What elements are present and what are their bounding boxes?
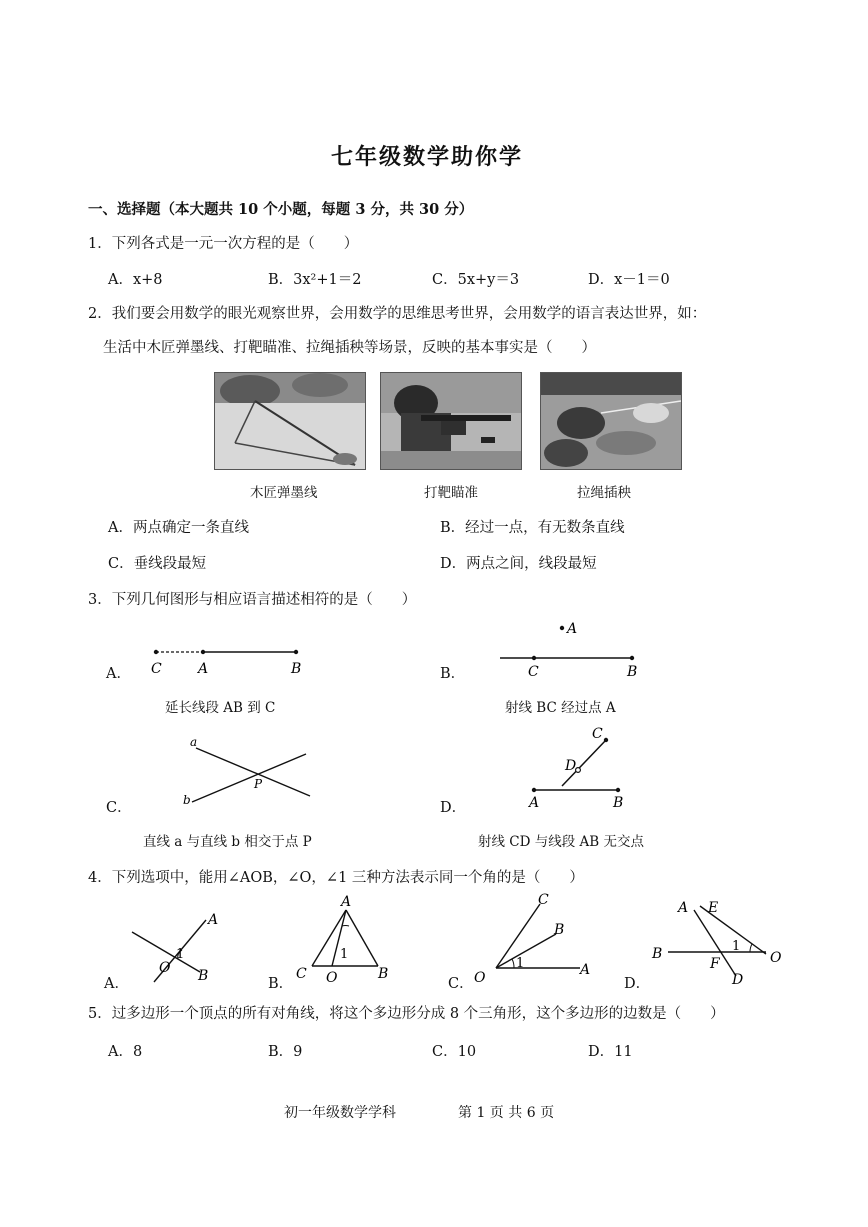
question-3-option-b-letter: B． — [440, 666, 466, 682]
question-3-caption-d: 射线 CD 与线段 AB 无交点 — [478, 834, 644, 850]
label-4c-b: B — [554, 922, 565, 938]
label-4b-c: C — [296, 966, 307, 982]
label-4b-b: B — [378, 966, 389, 982]
photo-caption-2: 打靶瞄准 — [424, 485, 478, 501]
footer-subject: 初一年级数学学科 — [284, 1105, 396, 1121]
question-3-figure-b — [490, 616, 660, 680]
label-4c-a: A — [580, 962, 591, 978]
question-4-figure-a — [124, 906, 234, 988]
question-5-option-d: D．11 — [588, 1044, 633, 1060]
question-4-figure-d — [646, 894, 792, 988]
label-4c-1: 1 — [516, 956, 525, 971]
label-4a-o: O — [159, 960, 171, 976]
label-4d-a: A — [678, 900, 689, 916]
question-2-stem-line1: 2．我们要会用数学的眼光观察世界，会用数学的思维思考世界，会用数学的语言表达世界，如： — [88, 306, 707, 322]
section-heading: 一、选择题（本大题共 10 个小题，每题 3 分，共 30 分） — [88, 201, 474, 218]
label-a-c: C — [151, 661, 162, 677]
question-2-stem-line2: 生活中木匠弹墨线、打靶瞄准、拉绳插秧等场景，反映的基本事实是（ ） — [103, 340, 596, 356]
question-4-stem: 4．下列选项中，能用∠AOB，∠O，∠1 三种方法表示同一个角的是（ ） — [88, 870, 584, 886]
label-c-line-b: b — [183, 793, 191, 807]
footer-page-number: 第 1 页 共 6 页 — [458, 1105, 555, 1121]
question-1-option-a: A．x+8 — [108, 272, 163, 288]
question-1-option-d: D．x－1＝0 — [588, 272, 670, 288]
question-5-option-c: C．10 — [432, 1044, 477, 1060]
question-2-option-c: C．垂线段最短 — [108, 556, 207, 572]
label-b-a: A — [567, 621, 578, 637]
question-3-figure-c — [176, 734, 326, 810]
question-1-option-b: B．3x²+1＝2 — [268, 272, 362, 288]
label-4a-b: B — [198, 968, 209, 984]
question-3-caption-c: 直线 a 与直线 b 相交于点 P — [143, 834, 312, 850]
question-1-option-c: C．5x+y＝3 — [432, 272, 520, 288]
question-4-figure-b — [290, 890, 400, 988]
photo-carpenter-ink-line — [214, 372, 366, 470]
label-4d-b: B — [652, 946, 663, 962]
label-4d-o: O — [770, 950, 782, 966]
question-3-figure-d — [520, 724, 640, 812]
question-2-option-d: D．两点之间，线段最短 — [440, 556, 597, 572]
photo-rope-rice-planting — [540, 372, 682, 470]
label-d-d: D — [565, 758, 577, 774]
question-3-stem: 3．下列几何图形与相应语言描述相符的是（ ） — [88, 592, 417, 608]
label-4b-o: O — [326, 970, 338, 986]
label-4c-o: O — [474, 970, 486, 986]
label-c-line-a: a — [190, 735, 198, 749]
question-4-option-d-letter: D． — [624, 976, 651, 992]
photo-target-aiming — [380, 372, 522, 470]
photo-caption-1: 木匠弹墨线 — [250, 485, 318, 501]
label-4b-a: A — [341, 894, 352, 910]
question-3-option-c-letter: C． — [106, 800, 132, 816]
photo-caption-3: 拉绳插秧 — [577, 485, 631, 501]
label-4c-c: C — [538, 892, 549, 908]
label-d-a: A — [529, 795, 540, 811]
question-3-option-a-letter: A． — [106, 666, 131, 682]
label-b-c: C — [528, 664, 539, 680]
page-title: 七年级数学助你学 — [331, 144, 524, 170]
label-a-a: A — [198, 661, 209, 677]
label-d-b: B — [613, 795, 624, 811]
label-4d-1: 1 — [732, 939, 741, 954]
question-4-option-a-letter: A． — [104, 976, 129, 992]
question-4-figure-c — [470, 888, 610, 988]
label-4d-e: E — [708, 900, 719, 916]
label-4b-1: 1 — [340, 947, 349, 962]
question-3-caption-b: 射线 BC 经过点 A — [505, 700, 616, 716]
question-3-caption-a: 延长线段 AB 到 C — [165, 700, 276, 716]
question-5-stem: 5．过多边形一个顶点的所有对角线，将这个多边形分成 8 个三角形，这个多边形的边数是（ ） — [88, 1006, 725, 1022]
question-3-figure-a — [140, 640, 320, 680]
question-1-stem: 1．下列各式是一元一次方程的是（ ） — [88, 236, 359, 252]
label-a-b: B — [291, 661, 302, 677]
question-5-option-b: B．9 — [268, 1044, 303, 1060]
label-4d-f: F — [710, 956, 720, 972]
label-b-b: B — [627, 664, 638, 680]
question-5-option-a: A．8 — [108, 1044, 143, 1060]
label-4a-a: A — [208, 912, 219, 928]
label-c-p: P — [254, 777, 263, 791]
label-d-c: C — [592, 726, 603, 742]
question-2-option-b: B．经过一点，有无数条直线 — [440, 520, 625, 536]
question-4-option-c-letter: C． — [448, 976, 474, 992]
question-3-option-d-letter: D． — [440, 800, 467, 816]
question-2-option-a: A．两点确定一条直线 — [108, 520, 249, 536]
question-4-option-b-letter: B． — [268, 976, 294, 992]
label-4a-1: 1 — [176, 947, 185, 962]
label-4d-d: D — [732, 972, 744, 988]
